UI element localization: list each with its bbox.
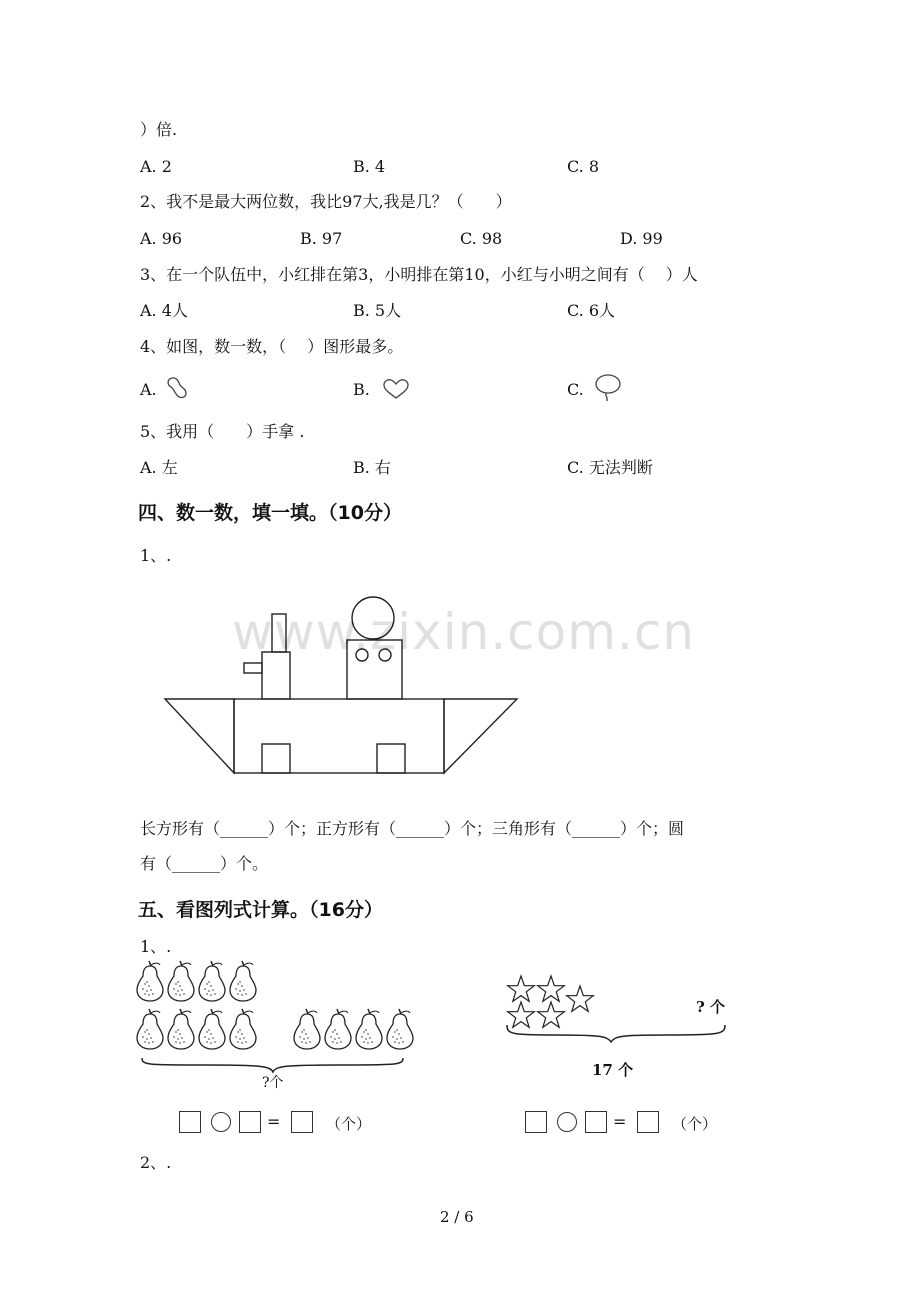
section-5-item2-label: 2、. [140,1153,172,1172]
pear-icon [168,1009,194,1049]
q5-option-b: B. 右 [353,458,391,477]
unit-label: （个） [326,1115,372,1133]
brace-left [142,1058,403,1072]
hull-rectangle [234,699,444,773]
right-top-label: ? 个 [696,998,726,1016]
unit-label: （个） [672,1115,718,1133]
q4-option-c: C. [567,380,584,399]
q3-option-a: A. 4人 [140,301,188,320]
heart-shape-icon [381,377,411,401]
q2-option-a: A. 96 [140,229,183,248]
question-5: 5、我用（ ）手拿 . [140,422,305,441]
q5-option-c: C. 无法判断 [567,458,653,477]
question-4: 4、如图，数一数，（ ）图形最多。 [140,337,404,356]
equation-answer-box[interactable] [291,1111,313,1133]
hull-window-left [262,744,290,773]
hull-right-triangle [444,699,517,773]
section-4-title: 四、数一数，填一填。（10分） [138,502,402,524]
equals-sign: = [613,1112,627,1131]
option-b: B. 4 [353,157,386,176]
option-a: A. 2 [140,157,172,176]
question-3: 3、在一个队伍中，小红排在第3，小明排在第10，小红与小明之间有（ ）人 [140,265,698,284]
answer-line-1: 长方形有（______）个；正方形有（______）个；三角形有（______）个；圆 [140,819,685,838]
hull-left-triangle [165,699,234,773]
pear-icon [199,961,225,1001]
question-tail: ）倍. [140,120,178,139]
page-number: 2 / 6 [440,1208,474,1226]
option-c: C. 8 [567,157,600,176]
equation-operator-circle[interactable] [211,1112,231,1132]
equation-operator-circle[interactable] [557,1112,577,1132]
star-icon [508,1002,535,1027]
small-square [244,663,262,673]
pear-icon [356,1009,382,1049]
q2-option-d: D. 99 [620,229,663,248]
equation-answer-box[interactable] [637,1111,659,1133]
q2-option-b: B. 97 [300,229,343,248]
section-5-item-label: 1、. [140,937,172,956]
star-icon [538,976,565,1001]
watermark: www.zixin.com.cn [232,603,696,661]
q5-option-a: A. 左 [140,458,178,477]
equation-box[interactable] [585,1111,607,1133]
q4-option-a: A. [140,380,157,399]
pear-icon [137,1009,163,1049]
equation-box[interactable] [239,1111,261,1133]
hull-window-right [377,744,405,773]
pear-icon [199,1009,225,1049]
q3-option-c: C. 6人 [567,301,616,320]
left-caption: ?个 [262,1075,284,1091]
equation-box[interactable] [179,1111,201,1133]
pear-icon [294,1009,320,1049]
q4-option-b: B. [353,380,370,399]
pear-icon [387,1009,413,1049]
balloon-shape-icon [593,373,623,403]
right-total-label: 17 个 [592,1061,634,1079]
brace-right [507,1025,725,1042]
star-icon [567,986,594,1011]
pear-icon [325,1009,351,1049]
answer-line-2: 有（______）个。 [140,854,269,873]
pear-icon [230,1009,256,1049]
question-2: 2、我不是最大两位数，我比97大,我是几？（ ） [140,192,512,211]
equation-box[interactable] [525,1111,547,1133]
section-4-item-label: 1、. [140,546,172,565]
pear-icon [230,961,256,1001]
peanut-shape-icon [164,374,192,402]
pear-icon [137,961,163,1001]
q3-option-b: B. 5人 [353,301,402,320]
star-icon [508,976,535,1001]
equals-sign: = [267,1112,281,1131]
section-5-title: 五、看图列式计算。（16分） [138,899,383,921]
q2-option-c: C. 98 [460,229,503,248]
star-icon [538,1002,565,1027]
pear-icon [168,961,194,1001]
